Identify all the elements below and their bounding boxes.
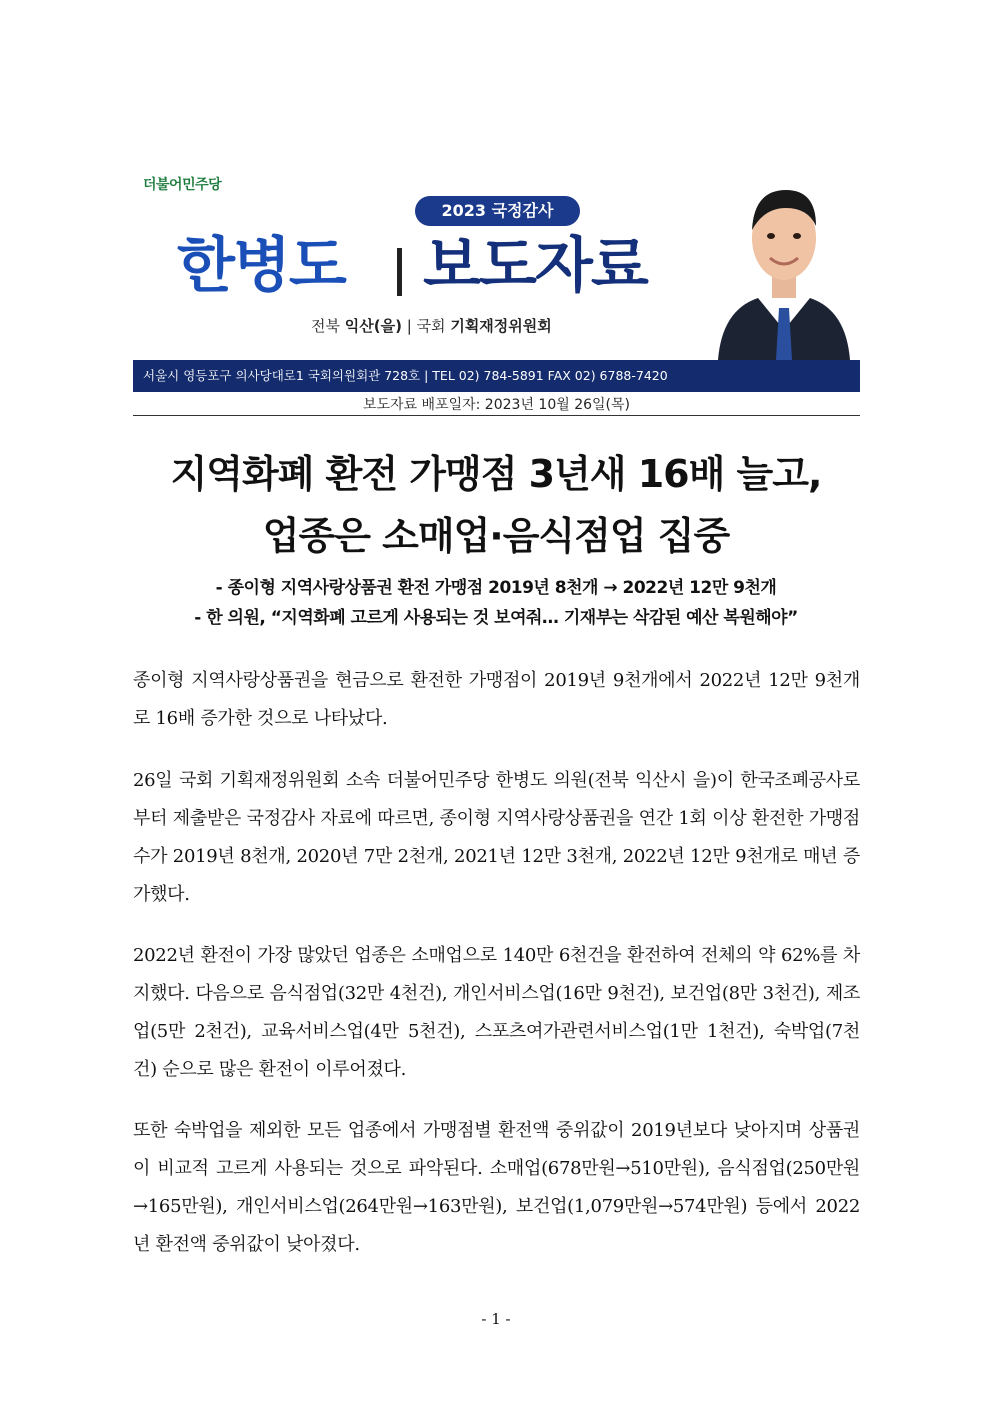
title-divider [397,248,402,296]
release-date: 보도자료 배포일자: 2023년 10월 26일(목) [363,397,630,413]
lawmaker-portrait [708,160,860,360]
header-rule [133,415,860,416]
body-paragraph-1: 종이형 지역사랑상품권을 현금으로 환전한 가맹점이 2019년 9천개에서 2022년 12만 9천개로 16배 증가한 것으로 나타났다. [133,670,860,729]
contact-info: 서울시 영등포구 의사당대로1 국회의원회관 728호 | TEL 02) 784-5891 FAX 02) 6788-7420 [143,368,668,383]
subheadline-2: - 한 의원, “지역화폐 고르게 사용되는 것 보여줘… 기재부는 삭감된 예산 복원해야” [194,608,798,628]
affiliation [311,315,552,336]
subheadline-1: - 종이형 지역사랑상품권 환전 가맹점 2019년 8천개 → 2022년 12만 9천개 [215,578,777,598]
body-paragraph-4: 또한 숙박업을 제외한 모든 업종에서 가맹점별 환전액 중위값이 2019년보다 낮아지며 상품권이 비교적 고르게 사용되는 것으로 파악된다. 소매업(678만원→510만원), 음식점업(250만원→165만원), 개인서비스업(264만원→163만원), 보건업(1,079만원→574만원) 등에서 2022년 환전액 중위값이 낮아졌다. [133,1120,860,1255]
body-paragraph-3: 2022년 환전이 가장 많았던 업종은 소매업으로 140만 6천건을 환전하여 전체의 약 62%를 차지했다. 다음으로 음식점업(32만 4천건), 개인서비스업(16만 9천건), 보건업(8만 3천건), 제조업(5만 2천건), 교육서비스업(4만 5천건), 스포츠여가관련서비스업(1만 1천건), 숙박업(7천건) 순으로 많은 환전이 이루어졌다. [133,945,860,1080]
affiliation-divider: | [406,317,417,335]
page-number: - 1 - [481,1310,511,1328]
district-prefix: 전북 [311,317,340,335]
committee: 기획재정위원회 [450,317,552,335]
party-logo: 더불어민주당 [143,177,222,193]
press-header [133,160,860,392]
audit-badge: 2023 국정감사 [415,196,580,226]
body-paragraph-2: 26일 국회 기획재정위원회 소속 더불어민주당 한병도 의원(전북 익산시 을)이 한국조폐공사로부터 제출받은 국정감사 자료에 따르면, 종이형 지역사랑상품권을 연간 1회 이상 환전한 가맹점 수가 2019년 8천개, 2020년 7만 2천개, 2021년 12만 3천개, 2022년 12만 9천개로 매년 증가했다. [133,770,860,905]
press-release-title: 보도자료 [423,231,647,301]
headline-line-2: 업종은 소매업·음식점업 집중 [262,514,730,558]
district: 익산(을) [344,317,402,335]
portrait-illustration [708,160,860,360]
headline-line-1: 지역화폐 환전 가맹점 3년새 16배 늘고, [170,452,822,496]
contact-bar [133,360,860,392]
lawmaker-name: 한병도 [177,231,345,301]
assembly-prefix: 국회 [416,317,446,335]
